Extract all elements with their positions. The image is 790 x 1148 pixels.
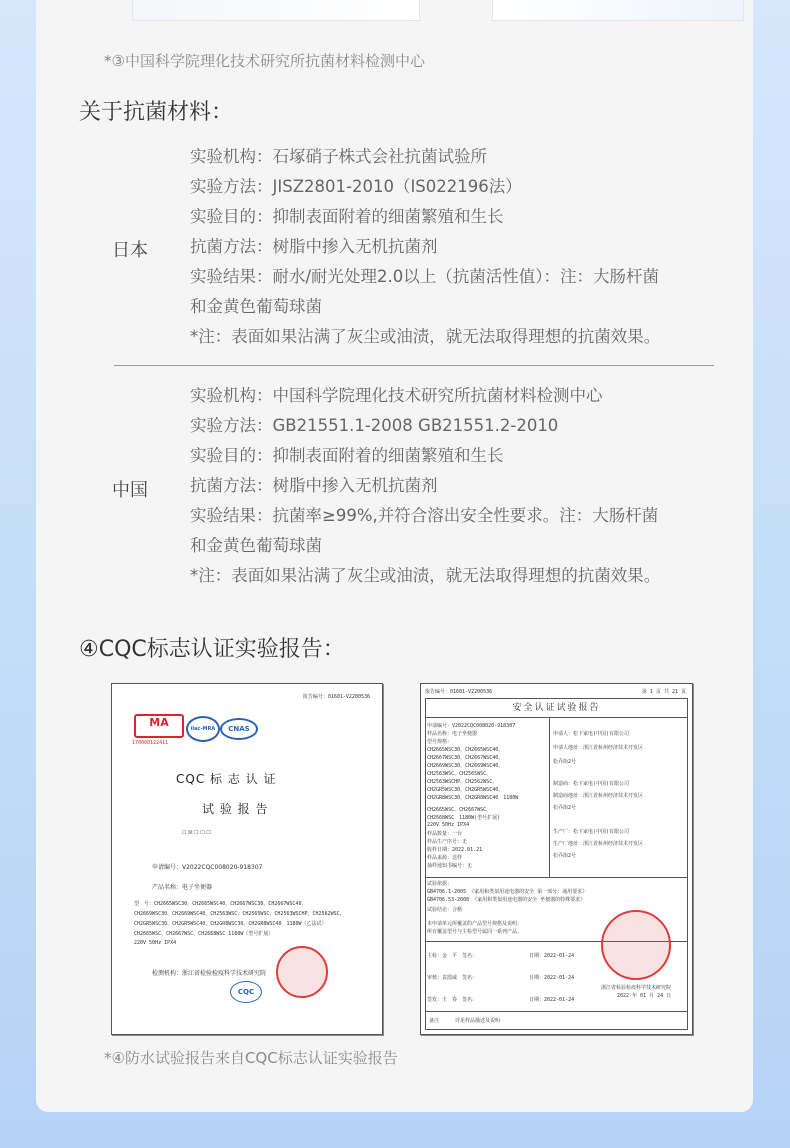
report-title: 安全认证试验报告 xyxy=(425,698,688,718)
info-right: 申请人：松下家电(中国)有限公司 xyxy=(553,731,630,737)
basis-line: 本申请单元所覆盖的产品型号规格及说明： xyxy=(427,921,523,927)
info-left: 收样日期：2022.01.21 xyxy=(427,847,483,853)
japan-line: 实验机构：石塚硝子株式会社抗菌试验所 xyxy=(190,147,487,166)
japan-note: *注：表面如果沾满了灰尘或油渍，就无法取得理想的抗菌效果。 xyxy=(190,327,661,346)
signature-date: 日期：2022-01-24 xyxy=(529,997,575,1003)
antibacterial-heading: 关于抗菌材料： xyxy=(79,100,234,125)
info-left: 申请编号：V2022CQC008020-918307 xyxy=(427,723,516,729)
china-line: 实验结果：抗菌率≥99%,并符合溶出安全性要求。注：大肠杆菌 xyxy=(190,506,659,525)
basis-line: GB4706.53-2008 《家用和类似用途电器的安全 坐便器的特殊要求》 xyxy=(427,897,586,903)
page-count: 第 1 页 共 21 页 xyxy=(641,689,686,695)
cma-logo: MA xyxy=(134,714,184,738)
info-left: CH2GR8WSC30、CH2GR8WSC40 1180W xyxy=(427,795,519,801)
signature-line: 审核：袁霞威 签名： xyxy=(427,975,478,981)
signature-line: 主检：金 平 签名： xyxy=(427,953,478,959)
issue-date: 2022 年 01 月 24 日 xyxy=(617,993,672,999)
japan-line: 和金黄色葡萄球菌 xyxy=(190,297,322,316)
info-left: 220V 50Hz IPX4 xyxy=(427,822,470,828)
info-left: CH2665WSC、CH2667WSC、 xyxy=(427,807,492,813)
power-spec: 220V 50Hz IPX4 xyxy=(134,940,177,946)
testing-lab: 检测机构：浙江省检验检疫科学技术研究院 xyxy=(152,970,267,977)
basis-line: GB4706.1-2005 《家用和类似用途电器的安全 第一部分：通用要求》 xyxy=(427,889,588,895)
basis-line: 试验结论：合格 xyxy=(427,907,463,913)
japan-line: 抗菌方法：树脂中掺入无机抗菌剂 xyxy=(190,237,438,256)
info-left: CH2669WSC30、CH2669WSC40、 xyxy=(427,763,504,769)
china-line: 实验目的：抑制表面附着的细菌繁殖和生长 xyxy=(190,446,504,465)
info-right: 申请人地址：浙江省杭州经济技术开发区 xyxy=(553,745,644,751)
signature-line: 签发：王 春 签名： xyxy=(427,997,478,1003)
signature-date: 日期：2022-01-24 xyxy=(529,953,575,959)
red-seal-icon xyxy=(276,946,328,998)
info-left: 样品来源：送样 xyxy=(427,855,463,861)
china-note: *注：表面如果沾满了灰尘或油渍，就无法取得理想的抗菌效果。 xyxy=(190,566,661,585)
info-left: CH2665WSC30、CH2665WSC40、 xyxy=(427,747,504,753)
info-left: CH2668WSC 1180W(型号扩展) xyxy=(427,815,501,821)
cqc-heading: ④CQC标志认证实验报告： xyxy=(79,637,345,662)
info-left: CH2563WSCHP、CH2562WSC、 xyxy=(427,779,498,785)
info-left: 样品数量：一台 xyxy=(427,831,463,837)
info-left: CH2667WSC30、CH2667WSC40、 xyxy=(427,755,504,761)
info-left: 型号规格： xyxy=(427,739,453,745)
info-right: 松乔街2号 xyxy=(553,759,577,765)
cert-title: CQC 标 志 认 证 xyxy=(176,772,277,786)
checkbox-row: ☐ ☒ ☐ ☐ ☐ xyxy=(182,830,211,836)
application-number: 申请编号：V2022CQC008020-918307 xyxy=(152,864,263,871)
cert-subtitle: 试 验 报 告 xyxy=(202,802,269,816)
model-line: CH2665WSC、CH2667WSC、CH2668WSC 1180W（型号扩展） xyxy=(134,931,274,937)
china-line: 和金黄色葡萄球菌 xyxy=(190,536,322,555)
info-left: 样品名称：电子坐便器 xyxy=(427,731,478,737)
country-japan: 日本 xyxy=(112,240,148,261)
remark-text: 详见样品描述及说明 xyxy=(455,1018,501,1024)
footnote-4: *④防水试验报告来自CQC标志认证实验报告 xyxy=(104,1049,398,1067)
info-right: 制造商：松下家电(中国)有限公司 xyxy=(553,781,630,787)
red-seal-icon xyxy=(601,910,671,980)
china-line: 实验机构：中国科学院理化技术研究所抗菌材料检测中心 xyxy=(190,386,603,405)
section-divider xyxy=(114,365,714,366)
info-right: 生产厂地址：浙江省杭州经济技术开发区 xyxy=(553,841,644,847)
cqc-logo: CQC xyxy=(230,981,262,1003)
japan-line: 实验结果：耐水/耐光处理2.0以上（抗菌活性值）：注：大肠杆菌 xyxy=(190,267,660,286)
signature-date: 日期：2022-01-24 xyxy=(529,975,575,981)
info-right: 松乔街2号 xyxy=(553,805,577,811)
info-table-divider xyxy=(549,717,550,877)
ilac-logo: ilac-MRA xyxy=(186,716,220,742)
top-report-image-right xyxy=(492,0,744,21)
japan-line: 实验方法：JISZ2801-2010（IS022196法） xyxy=(190,177,522,196)
model-line: 型 号：CH2665WSC30、CH2665WSC40、CH2667WSC30、CH2667WSC40、 xyxy=(134,901,307,907)
info-right: 松乔街2号 xyxy=(553,853,577,859)
footnote-3: *③中国科学院理化技术研究所抗菌材料检测中心 xyxy=(104,52,425,70)
china-line: 实验方法：GB21551.1-2008 GB21551.2-2010 xyxy=(190,416,559,435)
safety-test-report-image xyxy=(420,683,693,1035)
model-line: CH2669WSC30、CH2669WSC40、CH2563WSC、CH2565WSC、CH2563WSCHP、CH2562WSC、 xyxy=(134,911,345,917)
product-name: 产品名称：电子坐便器 xyxy=(152,884,213,891)
top-report-image-left xyxy=(132,0,420,21)
basis-line: 所有覆盖型号与主检型号属同一系列产品。 xyxy=(427,929,523,935)
report-number: 报告编号：01601-V2200536 xyxy=(302,694,370,700)
info-left: 样品生产序号：无 xyxy=(427,839,468,845)
cqc-certificate-image xyxy=(111,683,383,1035)
info-left: 抽样通知书编号：无 xyxy=(427,863,473,869)
issuing-org: 浙江省检验检疫科学技术研究院 xyxy=(601,985,672,991)
info-left: CH2GR5WSC30、CH2GR5WSC40、 xyxy=(427,787,504,793)
info-right: 制造商地址：浙江省杭州经济技术开发区 xyxy=(553,793,644,799)
report-number: 报告编号：01601-V2200536 xyxy=(425,689,493,695)
remark-label: 备注 xyxy=(429,1018,440,1024)
basis-line: 试验依据： xyxy=(427,881,453,887)
country-china: 中国 xyxy=(112,480,148,501)
ma-code: 170000122411 xyxy=(132,740,169,746)
china-line: 抗菌方法：树脂中掺入无机抗菌剂 xyxy=(190,476,438,495)
info-right: 生产厂：松下家电(中国)有限公司 xyxy=(553,829,630,835)
cnas-logo: CNAS xyxy=(220,718,258,740)
japan-line: 实验目的：抑制表面附着的细菌繁殖和生长 xyxy=(190,207,504,226)
model-line: CH2GR5WSC30、CH2GR5WSC40、CH2GR8WSC30、CH2GR8WSC40 1180W（乙法试） xyxy=(134,921,327,927)
info-left: CH2563WSC、CH2565WSC、 xyxy=(427,771,492,777)
